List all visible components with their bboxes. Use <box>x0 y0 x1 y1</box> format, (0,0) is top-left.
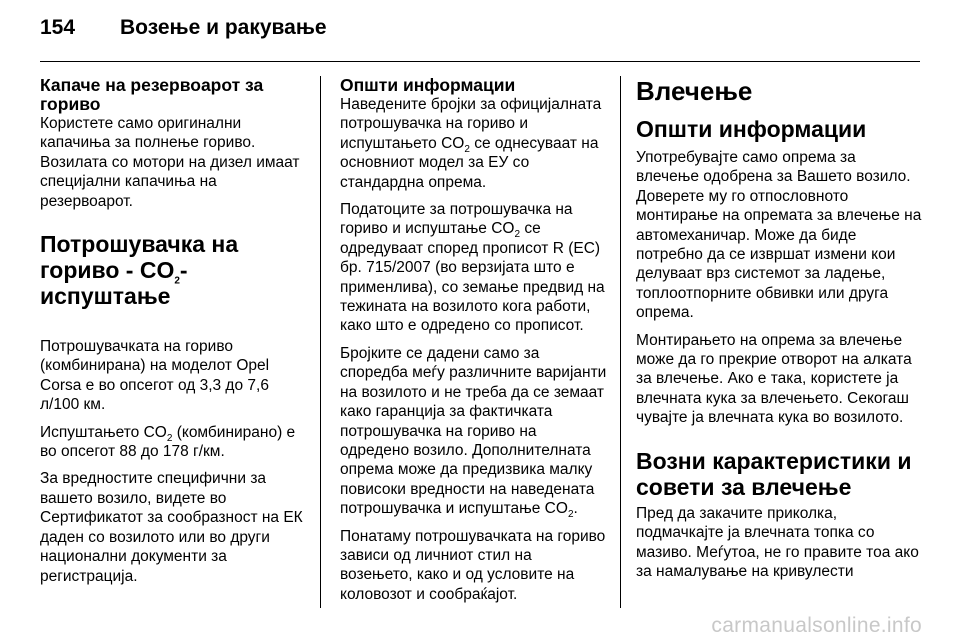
page-number: 154 <box>40 16 76 39</box>
heading-fuel-consumption: Потрошувачка на гориво - $CO_2$-испуштање <box>40 231 239 310</box>
heading-driving-characteristics: Возни карактеристики и совети за влечење <box>636 447 912 500</box>
watermark: carmanualsonline.info <box>711 614 922 637</box>
para-regulation: Податоците за потрошувачка на гориво и испуштање $CO_2$ се одредуваат според прописот R (EC) бр. 715/2007 (во верзијата што е применлива), со земање предвид на тежината на возилото кога работи, како што е одредено со прописот. <box>340 201 605 335</box>
column-divider-1 <box>320 76 321 608</box>
heading-general-info: Општи информации <box>340 75 516 95</box>
heading-towing: Влечење <box>636 76 753 106</box>
para-towing-equipment: Употребувајте само опрема за влечење одобрена за Вашето возило. Доверете му го отпословното монтирање на опремата за влечење на автомеханичар. Може да биде потребно да се извршат измени кои делуваат врз системот за ладење, топлоотпорните обвивки или друга опрема. <box>636 149 922 322</box>
para-towing-eye: Монтирањето на опрема за влечење може да го прекрие отворот на алката за влечење. Ако е така, користете ја влечната кука за влечењето. Секогаш чувајте ја влечната кука во возилото. <box>636 331 912 427</box>
para-driving-style: Понатаму потрошувачката на гориво зависи од личниот стил на возењето, како и од условите на коловозот и сообраќајот. <box>340 527 606 603</box>
column-divider-2 <box>620 76 621 608</box>
para-before-coupling: Пред да закачите приколка, подмачкајте ја влечната топка со мазиво. Меѓутоа, не го правите тоа ако за намалување на кривулести <box>636 504 919 580</box>
para-official-figures: Наведените бројки за официјалната потрошувачка на гориво и испуштањето $CO_2$ се однесуваат на основниот модел за ЕУ со стандардна опрема. <box>340 96 602 191</box>
para-specific-values: За вредностите специфични за вашето возило, видете во Сертификатот за сообразност на ЕК даден со возилото или во други национални документи за регистрација. <box>40 470 303 585</box>
para-fuel-cap: Користете само оригинални капачиња за полнење гориво. Возилата со мотори на дизел имаат специјални капачиња на резервоарот. <box>40 115 300 210</box>
running-title: Возење и ракување <box>120 16 327 39</box>
column-middle <box>340 76 608 612</box>
column-right <box>636 76 922 589</box>
page-header <box>40 16 327 50</box>
heading-fuel-cap: Капаче на резервоарот за гориво <box>40 75 264 114</box>
column-left <box>40 76 308 594</box>
para-co2-range: Испуштањето $CO_2$ (комбинирано) е во опсегот 88 до 178 г/км. <box>40 423 296 461</box>
para-consumption-range: Потрошувачката на гориво (комбинирана) на моделот Opel Corsa е во опсегот од 3,3 до 7,6 л/100 км. <box>40 338 270 414</box>
para-comparison: Бројките се дадени само за споредба меѓу различните варијанти на возилото и не треба да се земаат како гаранција за фактичката потрошувачка на гориво на одредено возило. Дополнителната опрема може да предизвика малку повисоки вредности на наведената потрошувачка и испуштање $CO_2$. <box>340 344 607 521</box>
heading-towing-general: Општи информации <box>636 116 867 142</box>
header-rule <box>40 61 920 62</box>
